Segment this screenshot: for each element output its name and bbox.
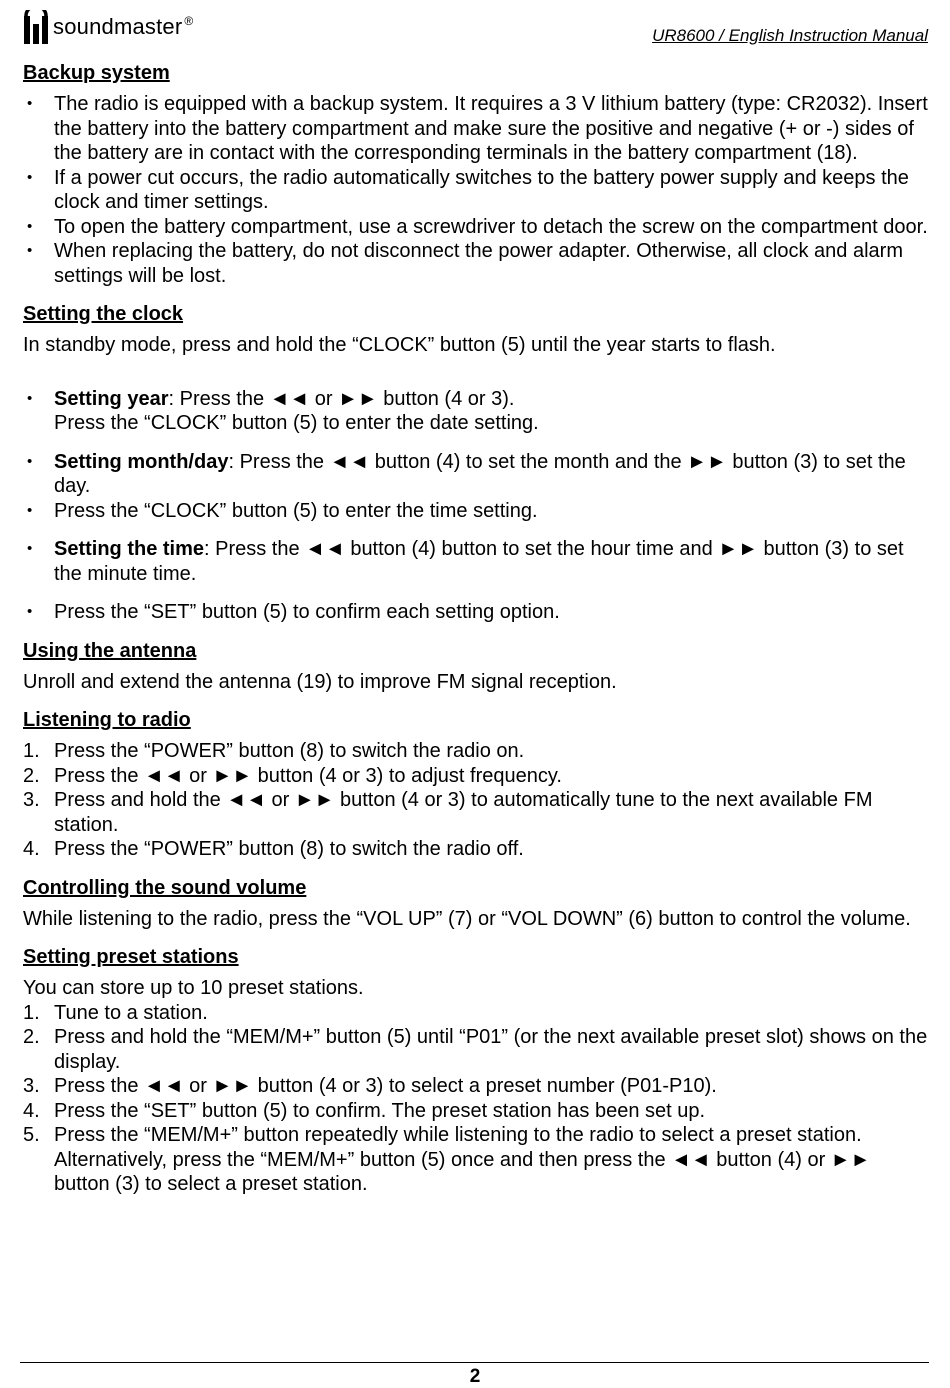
preset-steps	[23, 1001, 928, 1197]
section-using-antenna	[23, 638, 928, 695]
brand-name: soundmaster	[53, 14, 183, 39]
step-text: Press the “MEM/M+” button repeatedly while listening to the radio to select a preset station. Alternatively, press the “MEM/M+” button (5) once and then press the ◄◄ button (4) or ►► button (3) to select a preset station.	[54, 1124, 871, 1195]
presets-intro: You can store up to 10 preset stations.	[23, 977, 364, 999]
step-number: 2.	[23, 1026, 40, 1048]
heading-using-antenna: Using the antenna	[23, 639, 197, 662]
section-backup-system	[23, 60, 928, 288]
soundmaster-logo-icon	[22, 10, 50, 44]
backup-list	[23, 92, 928, 288]
step-number: 4.	[23, 1099, 40, 1122]
clock-list	[23, 387, 928, 625]
setting-time-label: Setting the time	[54, 538, 205, 560]
step-number: 5.	[23, 1124, 40, 1146]
setting-year-text-2: Press the “CLOCK” button (5) to enter the date setting.	[54, 412, 539, 434]
footer-divider	[20, 1362, 929, 1363]
setting-month-day-label: Setting month/day	[54, 450, 229, 473]
volume-text: While listening to the radio, press the “VOL UP” (7) or “VOL DOWN” (6) button to control the volume.	[23, 907, 911, 930]
step-text: Press the “SET” button (5) to confirm. The preset station has been set up.	[54, 1099, 706, 1122]
document-reference: UR8600 / English Instruction Manual	[652, 26, 928, 45]
step-text: Tune to a station.	[54, 1001, 208, 1024]
section-preset-stations	[23, 944, 928, 1197]
heading-preset-stations: Setting preset stations	[23, 946, 239, 968]
step-text: Press the ◄◄ or ►► button (4 or 3) to select a preset number (P01-P10).	[54, 1075, 717, 1097]
list-item-setting-month-day	[23, 450, 928, 499]
step-text: Press the “POWER” button (8) to switch the radio off.	[54, 838, 524, 860]
list-item: • Press the “SET” button (5) to confirm each setting option.	[23, 600, 928, 625]
list-item-setting-year	[23, 387, 928, 436]
step-text: Press and hold the ◄◄ or ►► button (4 or 3) to automatically tune to the next available FM station.	[54, 789, 873, 836]
page-header	[22, 8, 928, 50]
step-number: 3.	[23, 789, 40, 811]
antenna-text: Unroll and extend the antenna (19) to improve FM signal reception.	[23, 670, 617, 693]
page-content	[23, 60, 928, 1210]
step-item	[23, 739, 928, 764]
step-item	[23, 1025, 928, 1074]
list-item: • When replacing the battery, do not disconnect the power adapter. Otherwise, all clock and alarm settings will be lost.	[23, 239, 928, 288]
step-number: 3.	[23, 1075, 40, 1097]
step-number: 1.	[23, 1001, 40, 1024]
list-item: • Press the “CLOCK” button (5) to enter the time setting.	[23, 499, 928, 524]
setting-year-text: : Press the ◄◄ or ►► button (4 or 3).	[168, 387, 515, 410]
step-item	[23, 1099, 928, 1124]
heading-setting-clock: Setting the clock	[23, 303, 184, 325]
step-text: Press and hold the “MEM/M+” button (5) until “P01” (or the next available preset slot) shows on the display.	[54, 1026, 928, 1073]
heading-backup-system: Backup system	[23, 62, 170, 84]
heading-sound-volume: Controlling the sound volume	[23, 876, 307, 899]
step-number: 2.	[23, 764, 40, 787]
setting-year-label: Setting year	[54, 387, 169, 410]
section-listening-radio	[23, 707, 928, 862]
step-text: Press the “POWER” button (8) to switch the radio on.	[54, 740, 525, 762]
step-text: Press the ◄◄ or ►► button (4 or 3) to adjust frequency.	[54, 764, 562, 787]
step-item	[23, 764, 928, 789]
step-number: 4.	[23, 838, 40, 860]
setting-month-day-text: : Press the ◄◄ button (4) to set the month and the ►► button (3) to set the day.	[54, 450, 906, 497]
step-item	[23, 1123, 928, 1197]
radio-steps	[23, 739, 928, 862]
section-sound-volume	[23, 875, 928, 932]
list-item-setting-time	[23, 537, 928, 586]
step-item	[23, 837, 928, 862]
setting-time-text: : Press the ◄◄ button (4) button to set the hour time and ►► button (3) to set the minute time.	[54, 538, 904, 585]
list-item: • To open the battery compartment, use a screwdriver to detach the screw on the compartment door.	[23, 215, 928, 240]
registered-mark: ®	[184, 14, 194, 28]
list-item: • The radio is equipped with a backup system. It requires a 3 V lithium battery (type: CR2032). Insert the battery into the battery compartment and make sure the positive and negative (+ or -) sides of the battery are in contact with the corresponding terminals in the battery compartment (18).	[23, 92, 928, 166]
step-item	[23, 1074, 928, 1099]
heading-listening-radio: Listening to radio	[23, 709, 191, 731]
page-number: 2	[469, 1366, 481, 1387]
list-item: • If a power cut occurs, the radio automatically switches to the battery power supply and keeps the clock and timer settings.	[23, 166, 928, 215]
step-item	[23, 1001, 928, 1026]
brand-logo	[22, 10, 193, 44]
clock-intro: In standby mode, press and hold the “CLOCK” button (5) until the year starts to flash.	[23, 334, 776, 356]
step-item	[23, 788, 928, 837]
step-number: 1.	[23, 740, 40, 762]
section-setting-clock	[23, 301, 928, 625]
